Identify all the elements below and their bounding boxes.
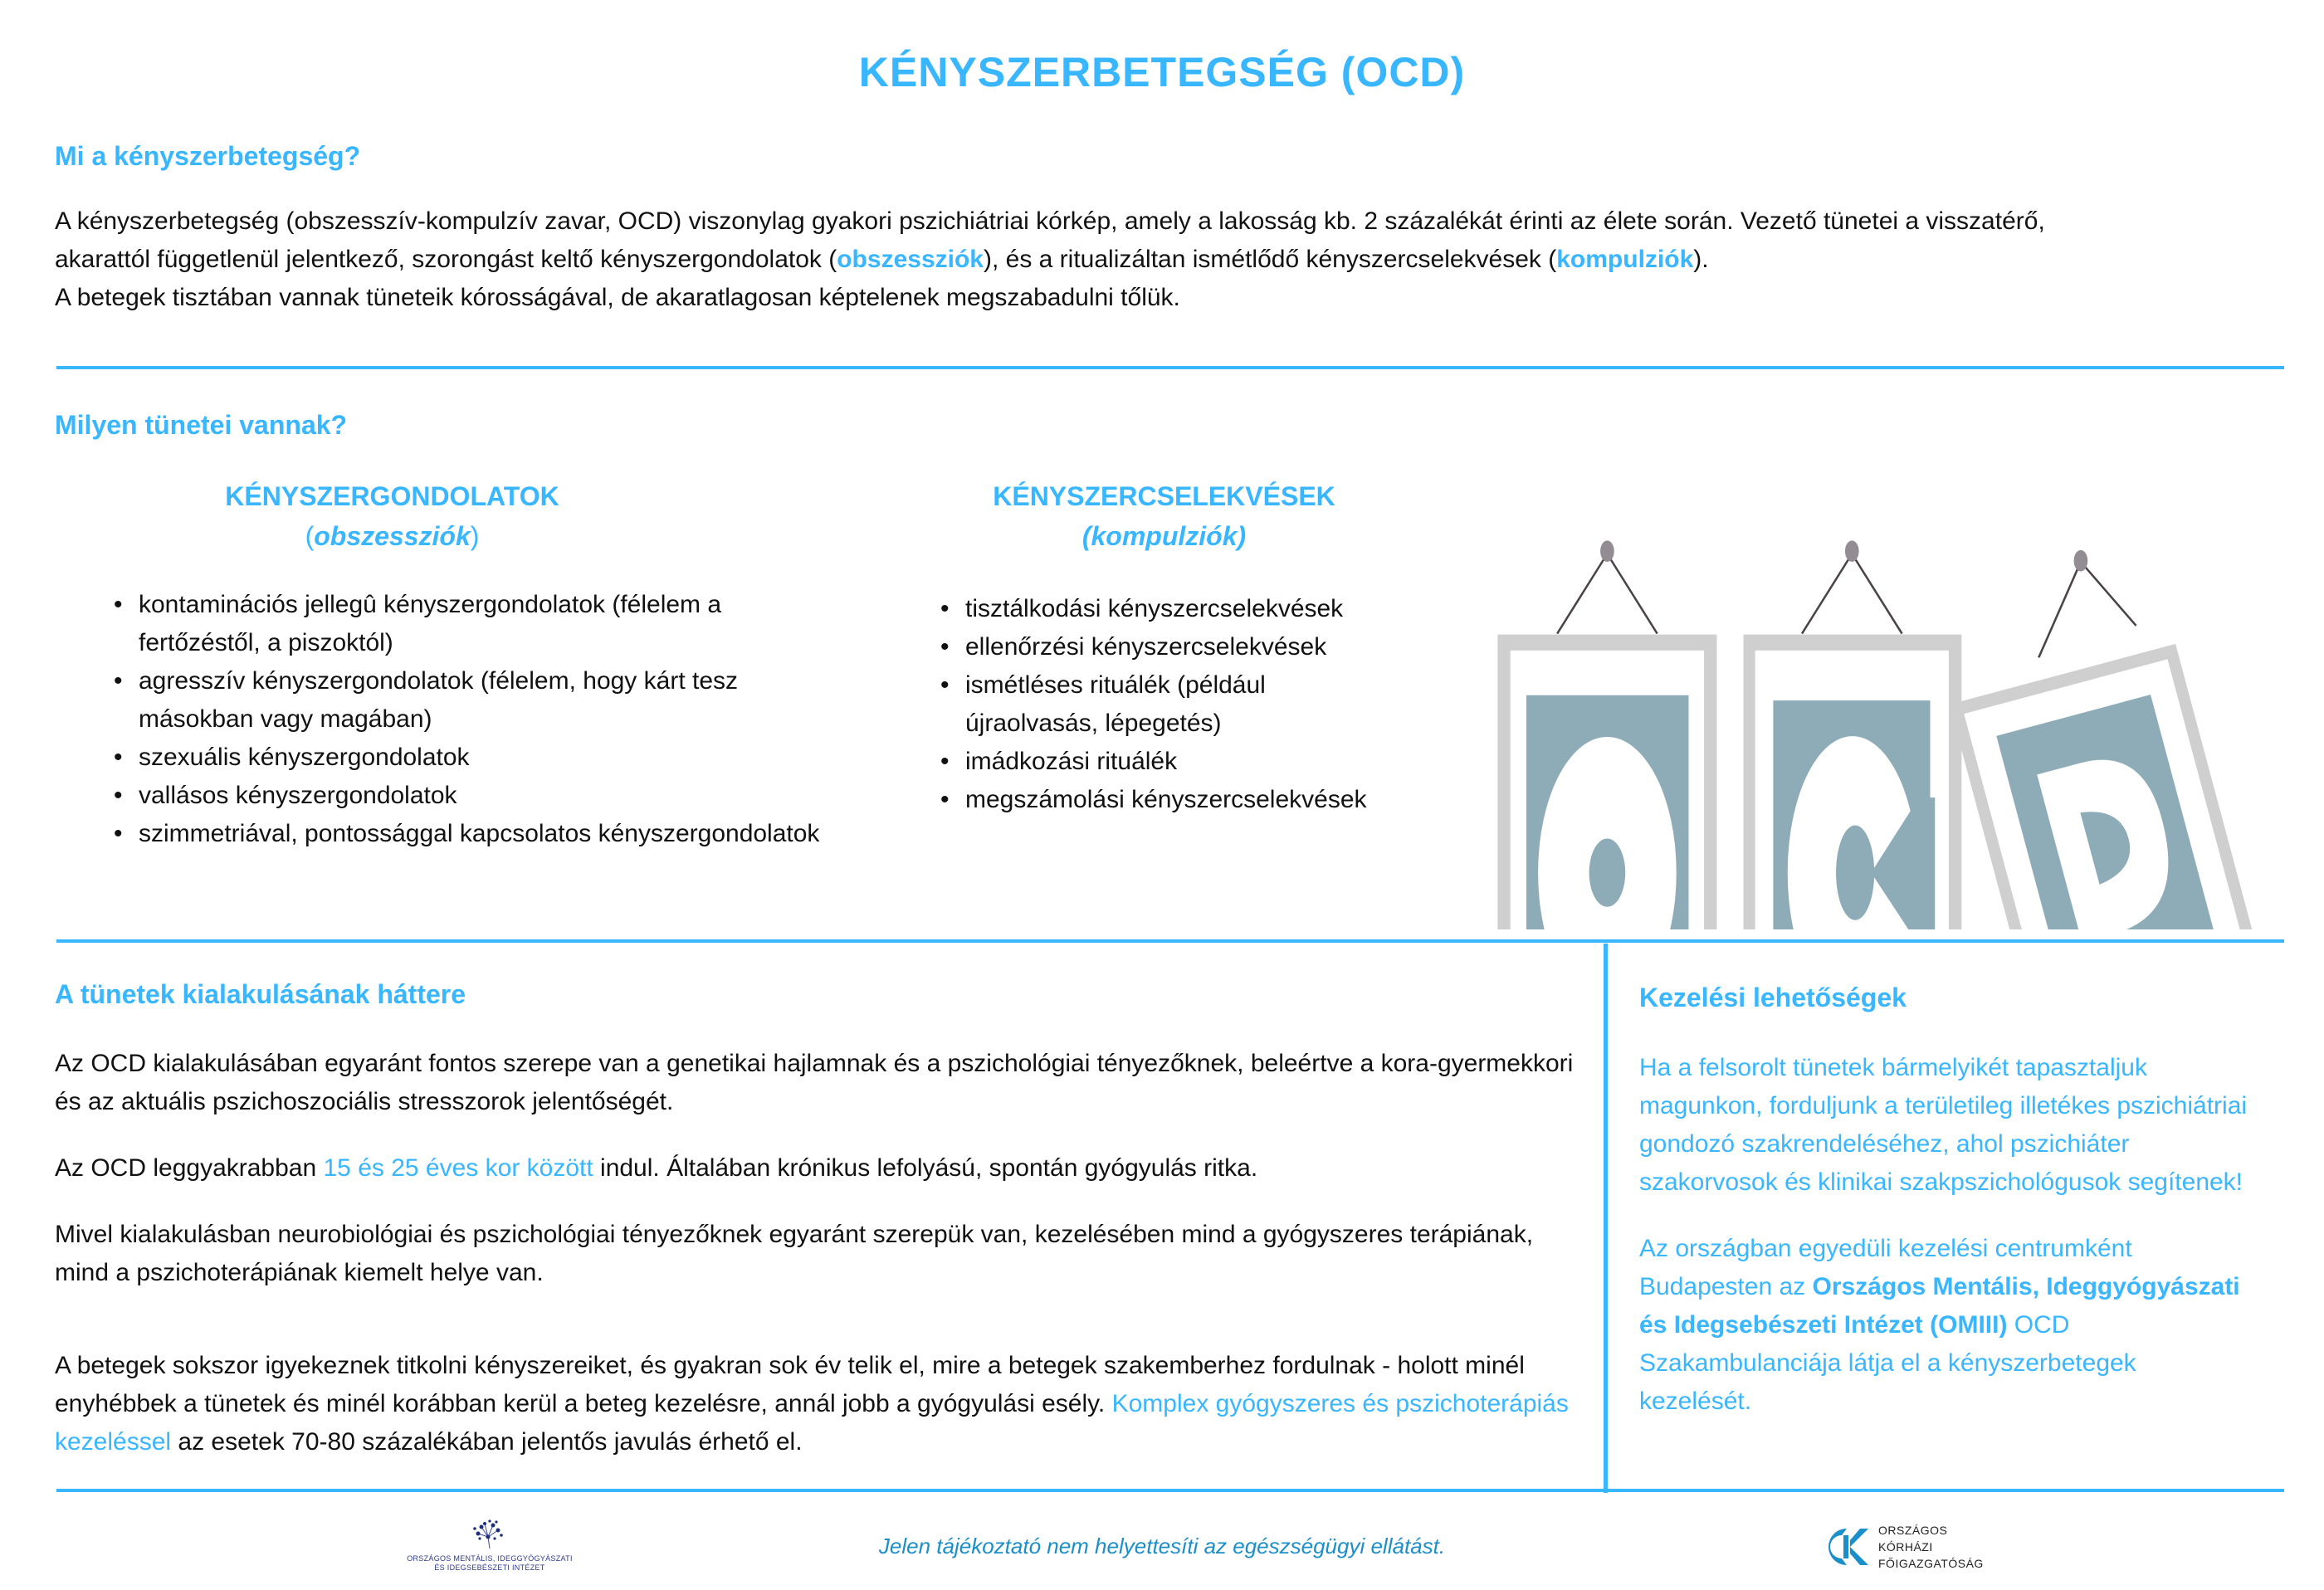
- intro-text: akarattól függetlenül jelentkező, szorongást keltő kényszergondolatok (: [55, 246, 837, 273]
- intro-text: ), és a ritualizáltan ismétlődő kényszercselekvések (: [983, 246, 1557, 273]
- term-obsessions: obszessziók: [837, 246, 984, 273]
- term-compulsions: kompulziók: [1556, 246, 1694, 273]
- obsessions-list: [114, 586, 844, 853]
- divider-1: [56, 366, 2284, 369]
- okfo-text: [1878, 1522, 1984, 1572]
- omiii-logo-line-1: ORSZÁGOS MENTÁLIS, IDEGGYÓGYÁSZATI: [407, 1554, 573, 1563]
- compulsions-header: [938, 476, 1390, 556]
- section-heading-symptoms: Milyen tünetei vannak?: [55, 410, 348, 440]
- intro-line-2: [55, 241, 2296, 279]
- background-paragraph-1: Az OCD kialakulásában egyaránt fontos szerepe van a genetikai hajlamnak és a pszichológiai tényezőknek, beleértve a kora-gyermekkori és az aktuális pszichoszociális stresszorok jelentőségét.: [55, 1050, 1574, 1115]
- intro-text: ).: [1693, 246, 1709, 273]
- background-paragraph-4: [55, 1347, 1582, 1461]
- paren-open: (: [305, 521, 315, 551]
- okfo-line-3: FŐIGAZGATÓSÁG: [1878, 1557, 1984, 1570]
- treatment-paragraph-2: [1639, 1230, 2249, 1421]
- paragraph-text: A betegek sokszor igyekeznek titkolni kényszereiket, és gyakran sok év telik el, mire a betegek szakemberhez fordulnak - holott minél enyhébbek a tünetek és minél korábban kerül a beteg kezelésre, annál jobb a gyógyulási esély.: [55, 1352, 1525, 1417]
- list-item: • vallásos kényszergondolatok: [114, 777, 844, 815]
- ocd-illustration-art: [1477, 498, 2307, 929]
- obsessions-subtitle-text: obszessziók: [314, 521, 471, 551]
- list-item: • tisztálkodási kényszercselekvések: [940, 590, 1405, 628]
- obsessions-title: KÉNYSZERGONDOLATOK: [225, 481, 559, 511]
- page-title: KÉNYSZERBETEGSÉG (OCD): [858, 49, 1466, 95]
- compulsions-list: [940, 590, 1405, 819]
- paragraph-text: az esetek 70-80 százalékában jelentős javulás érhető el.: [171, 1428, 803, 1456]
- list-item: • ismétléses rituálék (például újraolvasás, lépegetés): [940, 666, 1405, 743]
- paragraph-text: Az országban egyedüli kezelési centrumként Budapesten az: [1639, 1235, 2132, 1300]
- section-heading-what: Mi a kényszerbetegség?: [55, 141, 361, 171]
- intro-line-3: A betegek tisztában vannak tüneteik kórosságával, de akaratlagosan képtelenek megszabadulni tőlük.: [55, 284, 1180, 311]
- okfo-ck-icon: [1822, 1525, 1873, 1568]
- paragraph-text: Az OCD leggyakrabban: [55, 1154, 324, 1182]
- age-range-highlight: 15 és 25 éves kor között: [323, 1154, 593, 1182]
- obsessions-header: [166, 476, 618, 556]
- compulsions-subtitle: (kompulziók): [1081, 521, 1247, 551]
- intro-paragraph: [55, 202, 2296, 317]
- compulsions-title: KÉNYSZERCSELEKVÉSEK: [993, 481, 1335, 511]
- omiii-logo-line-2: ÉS IDEGSEBÉSZETI INTÉZET: [434, 1563, 545, 1572]
- divider-2: [56, 939, 2284, 943]
- list-item: • ellenőrzési kényszercselekvések: [940, 628, 1405, 666]
- treatment-highlight: Komplex gyógyszeres és pszichoterápiás kezeléssel: [55, 1390, 1569, 1456]
- intro-line-1: A kényszerbetegség (obszesszív-kompulzív zavar, OCD) viszonylag gyakori pszichiátriai kórkép, amely a lakosság kb. 2 százalékát érinti az élete során. Vezető tünetei a visszatérő,: [55, 207, 2045, 235]
- list-item: • szimmetriával, pontossággal kapcsolatos kényszergondolatok: [114, 815, 844, 853]
- okfo-line-1: ORSZÁGOS: [1878, 1524, 1948, 1537]
- list-item: • kontaminációs jellegû kényszergondolatok (félelem a fertőzéstől, a piszoktól): [114, 586, 844, 662]
- background-paragraph-2: [55, 1149, 1582, 1188]
- paragraph-text: indul. Általában krónikus lefolyású, spontán gyógyulás ritka.: [593, 1154, 1258, 1182]
- divider-3: [56, 1489, 2284, 1492]
- list-item: • megszámolási kényszercselekvések: [940, 781, 1405, 819]
- list-item: • imádkozási rituálék: [940, 743, 1405, 781]
- background-paragraph-3: Mivel kialakulásban neurobiológiai és pszichológiai tényezőknek egyaránt szerepük van, kezelésében mind a gyógyszeres terápiának, mind a pszichoterápiának kiemelt helye van.: [55, 1221, 1534, 1286]
- okfo-line-2: KÓRHÁZI: [1878, 1540, 1933, 1553]
- background-text: [55, 1045, 1582, 1461]
- obsessions-subtitle: [166, 516, 618, 556]
- paragraph-text: OCD Szakambulanciája látja el a kényszerbetegek kezelését.: [1639, 1311, 2136, 1415]
- section-heading-background: A tünetek kialakulásának háttere: [55, 979, 466, 1009]
- column-divider: [1604, 944, 1608, 1493]
- treatment-paragraph-1: Ha a felsorolt tünetek bármelyikét tapasztaljuk magunkon, forduljunk a területileg illetékes pszichiátriai gondozó szakrendeléséhez, ahol pszichiáter szakorvosok és klinikai szakpszichológusok segítenek!: [1639, 1054, 2248, 1196]
- treatment-text: [1639, 1049, 2249, 1421]
- institute-name: Országos Mentális, Ideggyógyászati és Idegsebészeti Intézet (OMIII): [1639, 1273, 2240, 1339]
- okfo-logo: [1822, 1522, 1984, 1572]
- picture-frames-icon: [1477, 498, 2307, 929]
- section-heading-treatment: Kezelési lehetőségek: [1639, 983, 1907, 1012]
- disclaimer: Jelen tájékoztató nem helyettesíti az egészségügyi ellátást.: [878, 1534, 1446, 1558]
- list-item: • agresszív kényszergondolatok (félelem, hogy kárt tesz másokban vagy magában): [114, 662, 844, 739]
- list-item: • szexuális kényszergondolatok: [114, 739, 844, 777]
- paren-close: ): [470, 521, 480, 551]
